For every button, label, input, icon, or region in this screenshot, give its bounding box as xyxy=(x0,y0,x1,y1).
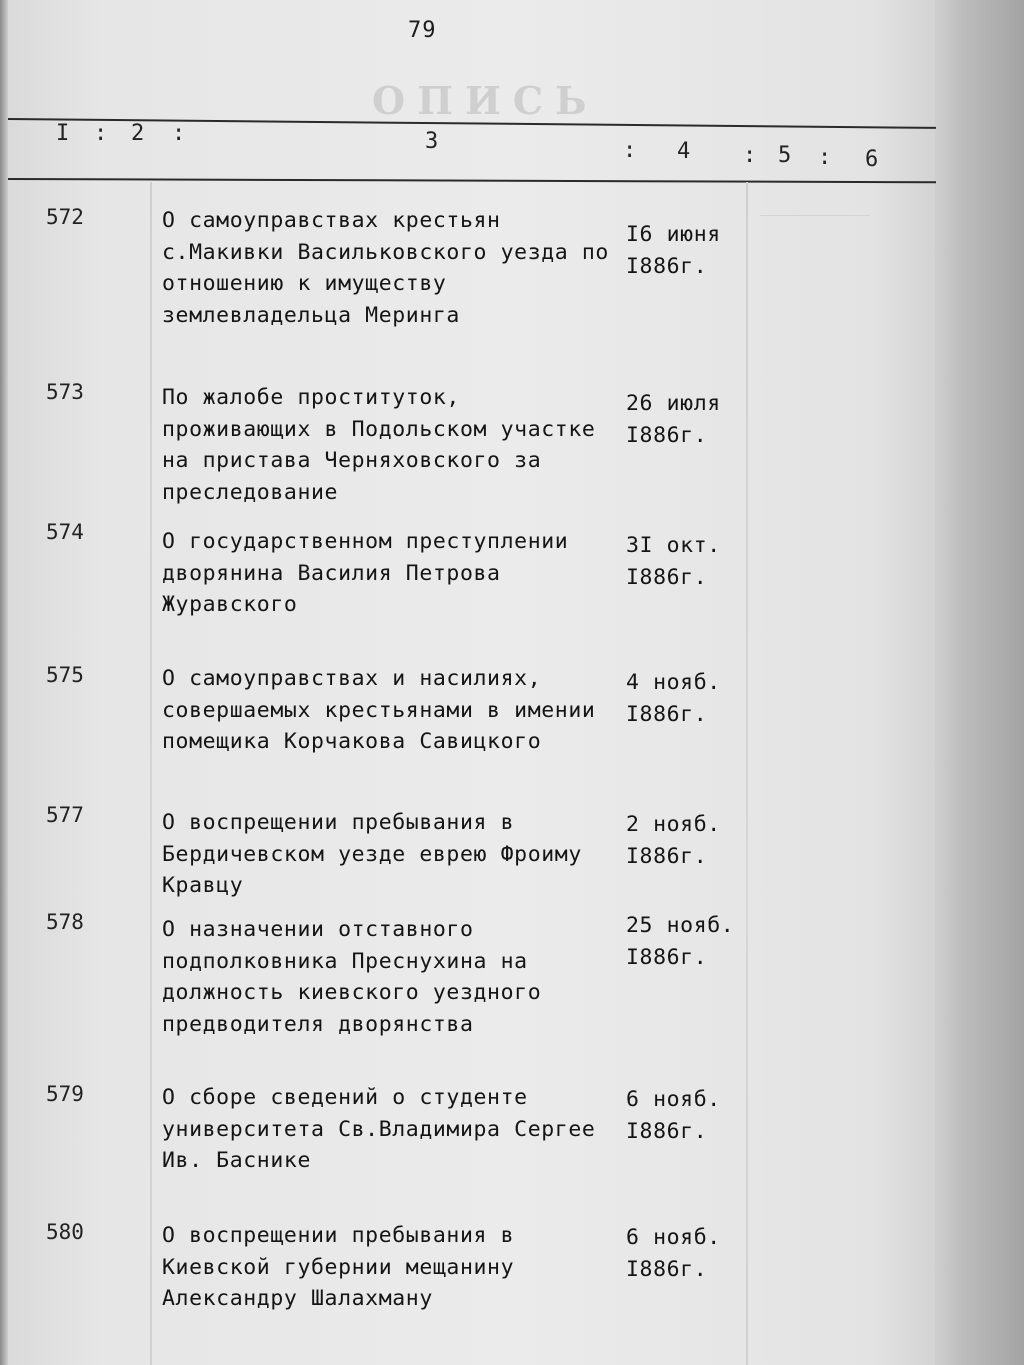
entry-number: 578 xyxy=(46,910,84,934)
entry-date xyxy=(626,1222,736,1285)
bleed-through-watermark: ОПИСЬ xyxy=(372,78,599,123)
entry-date-year: I886г. xyxy=(626,701,708,727)
entry-date-year: I886г. xyxy=(626,843,708,869)
page-right-edge xyxy=(935,0,1024,1365)
entry-date-day: 4 нояб. xyxy=(626,670,721,695)
entry-date-day: 6 нояб. xyxy=(626,1225,721,1250)
page-left-edge xyxy=(0,0,8,1365)
column-header-3: 3 xyxy=(425,129,439,154)
entry-date-year: I886г. xyxy=(626,564,708,590)
entry-date xyxy=(626,219,736,282)
column-separator: : xyxy=(743,143,757,168)
column-header-2: 2 xyxy=(131,121,145,146)
entry-title: О самоуправствах крестьян с.Макивки Васильковского уезда по отношению к имуществу землевладельца Меринга xyxy=(162,208,609,328)
column-header-6: 6 xyxy=(865,147,879,172)
entry-date-year: I886г. xyxy=(626,1118,708,1144)
column-separator: : xyxy=(623,138,637,163)
entry-date-day: 6 нояб. xyxy=(626,1087,721,1112)
entry-date xyxy=(626,388,736,451)
column-separator: : xyxy=(818,145,832,170)
page-number: 79 xyxy=(408,18,437,43)
column-divider xyxy=(746,182,748,1365)
header-rule-bottom xyxy=(8,178,936,183)
entry-date-day: 3I окт. xyxy=(626,533,721,558)
entry-date xyxy=(626,1084,736,1147)
entry-title: О самоуправствах и насилиях, совершаемых крестьянами в имении помещика Корчакова Савицкого xyxy=(162,666,596,754)
entry-date-year: I886г. xyxy=(626,1256,708,1282)
column-header-4: 4 xyxy=(677,139,691,164)
entry-number: 573 xyxy=(46,380,84,404)
entry-date-year: I886г. xyxy=(626,422,708,448)
bleed-through-line xyxy=(760,215,870,216)
entry-date-day: I6 июня xyxy=(626,222,721,247)
entry-date xyxy=(626,667,736,730)
entry-date xyxy=(626,809,736,872)
entry-title: О сборе сведений о студенте университета Св.Владимира Сергее Ив. Баснике xyxy=(162,1085,596,1173)
column-separator: : xyxy=(172,121,186,146)
entry-number: 577 xyxy=(46,803,84,827)
entry-date-year: I886г. xyxy=(626,944,708,970)
entry-title: О государственном преступлении дворянина Василия Петрова Журавского xyxy=(162,529,569,617)
entry-date xyxy=(626,910,736,973)
entry-number: 575 xyxy=(46,663,84,687)
entry-title: По жалобе проституток, проживающих в Подольском участке на пристава Черняховского за преследование xyxy=(162,385,596,505)
entry-title: О воспрещении пребывания в Киевской губернии мещанину Александру Шалахману xyxy=(162,1223,515,1311)
column-separator: : xyxy=(94,121,108,146)
entry-number: 574 xyxy=(46,520,84,544)
entry-title: О воспрещении пребывания в Бердичевском уезде еврею Фроиму Кравцу xyxy=(162,810,582,898)
entry-date-day: 25 нояб. xyxy=(626,913,735,938)
column-divider xyxy=(150,182,152,1365)
column-header-5: 5 xyxy=(778,143,792,168)
entry-date xyxy=(626,530,736,593)
entry-number: 572 xyxy=(46,205,84,229)
entry-date-day: 26 июля xyxy=(626,391,721,416)
entry-title: О назначении отставного подполковника Преснухина на должность киевского уездного предводителя дворянства xyxy=(162,917,542,1037)
entry-date-year: I886г. xyxy=(626,253,708,279)
entry-number: 580 xyxy=(46,1220,84,1244)
entry-date-day: 2 нояб. xyxy=(626,812,721,837)
entry-number: 579 xyxy=(46,1082,84,1106)
column-header-1: I xyxy=(56,121,70,146)
